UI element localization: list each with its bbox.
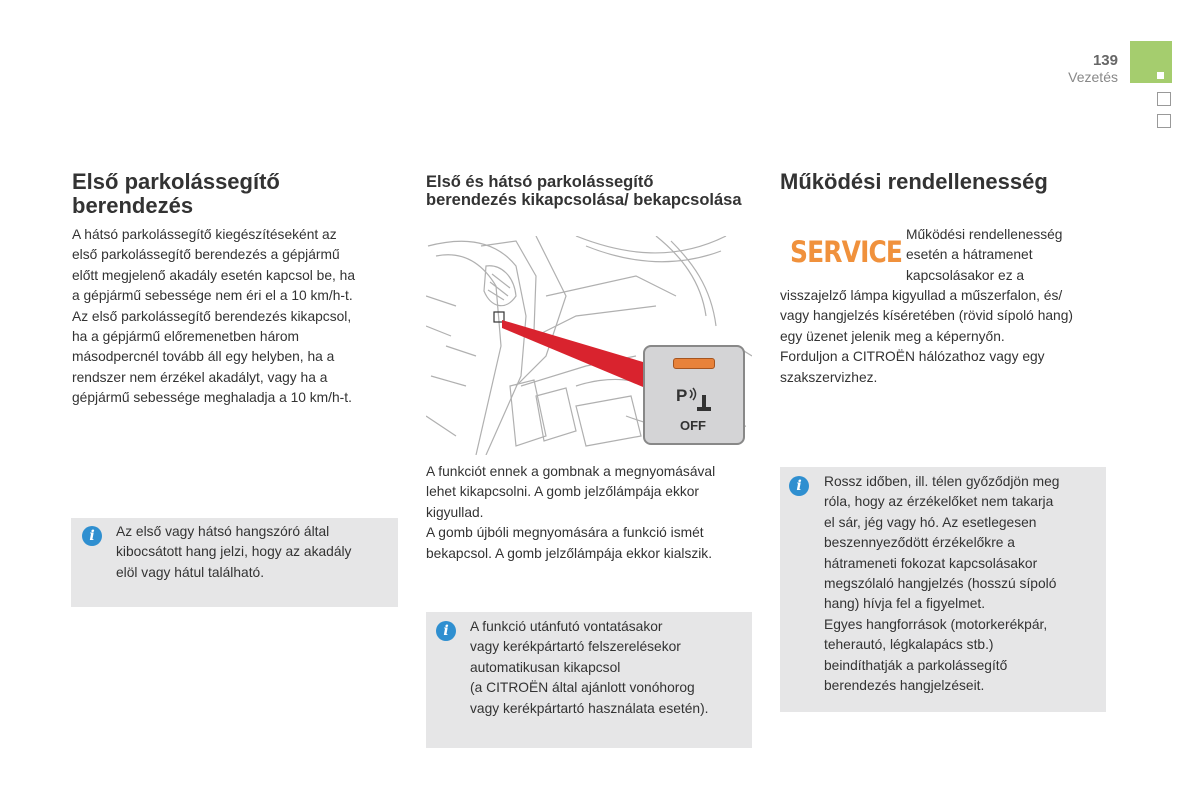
info-icon: i bbox=[82, 526, 102, 546]
info-note-text: A funkció utánfutó vontatásakor vagy kerékpártartó felszerelésekor automatikusan kikapcsol (a CITROËN által ajánlott vonóhorog vagy kerékpártartó használata esetén). bbox=[470, 619, 709, 716]
button-indicator-lamp bbox=[673, 358, 715, 369]
section-tab-marker bbox=[1157, 72, 1164, 79]
section-tab-active bbox=[1130, 41, 1172, 83]
parking-sensor-icon bbox=[676, 384, 712, 414]
front-parking-paragraph: A hátsó parkolássegítő kiegészítéseként az első parkolássegítő berendezés a gépjármű előtt megjelenő akadály esetén kapcsol be, ha a gépjármű sebessége nem éri el a 10 km/h-t. Az első parkolássegítő berendezés kikapcsol, ha a gépjármű előremenetben három másodpercnél tovább áll egy helyben, ha a rendszer nem érzékel akadályt, vagy ha a gépjármű sebessége meghaladja a 10 km/h-t. bbox=[72, 227, 356, 406]
toggle-parking-paragraph: A funkciót ennek a gombnak a megnyomásával lehet kikapcsolni. A gomb jelzőlámpája ekkor kigyullad. A gomb újbóli megnyomására a funkció ismét bekapcsol. A gomb jelzőlámpája ekkor kialszik. bbox=[426, 464, 716, 561]
front-parking-title: Első parkolássegítő berendezés bbox=[72, 169, 280, 218]
info-note-text: Rossz időben, ill. télen győződjön meg róla, hogy az érzékelőket nem takarja el sár, jég vagy hó. Az esetlegesen beszennyeződött érzékelőkre a hátrameneti fokozat kapcsolásakor megszólaló hangjelzés (hosszú sípoló hang) hívja fel a figyelmet. Egyes hangforrások (motorkerékpár, teherautó, légkalapács stb.) beindíthatják a parkolássegítő berendezés hangjelzéseit. bbox=[824, 474, 1060, 694]
info-note bbox=[71, 518, 398, 607]
malfunction-title: Működési rendellenesség bbox=[780, 169, 1048, 194]
info-icon: i bbox=[789, 476, 809, 496]
section-name: Vezetés bbox=[1068, 69, 1118, 85]
info-icon: i bbox=[436, 621, 456, 641]
info-note bbox=[426, 612, 752, 748]
malfunction-paragraph: visszajelző lámpa kigyullad a műszerfalon, és/ vagy hangjelzés kíséretében (rövid sípoló hang) egy üzenet jelenik meg a képernyőn. Forduljon a CITROËN hálózathoz vagy egy szakszervizhez. bbox=[780, 288, 1073, 385]
svg-text:P: P bbox=[676, 386, 688, 405]
malfunction-side-text: Működési rendellenesség esetén a hátramenet kapcsolásakor ez a bbox=[906, 227, 1063, 283]
service-warning-logo: SERVICE bbox=[790, 235, 903, 269]
toggle-parking-title: Első és hátsó parkolássegítő berendezés kikapcsolása/ bekapcsolása bbox=[426, 173, 742, 209]
info-note-text: Az első vagy hátsó hangszóró által kibocsátott hang jelzi, hogy az akadály elöl vagy hátul található. bbox=[116, 524, 352, 580]
page-number: 139 bbox=[1092, 52, 1118, 69]
info-note bbox=[780, 467, 1106, 712]
section-tab-empty bbox=[1157, 92, 1171, 106]
section-tab-empty bbox=[1157, 114, 1171, 128]
off-label: OFF bbox=[680, 418, 706, 433]
